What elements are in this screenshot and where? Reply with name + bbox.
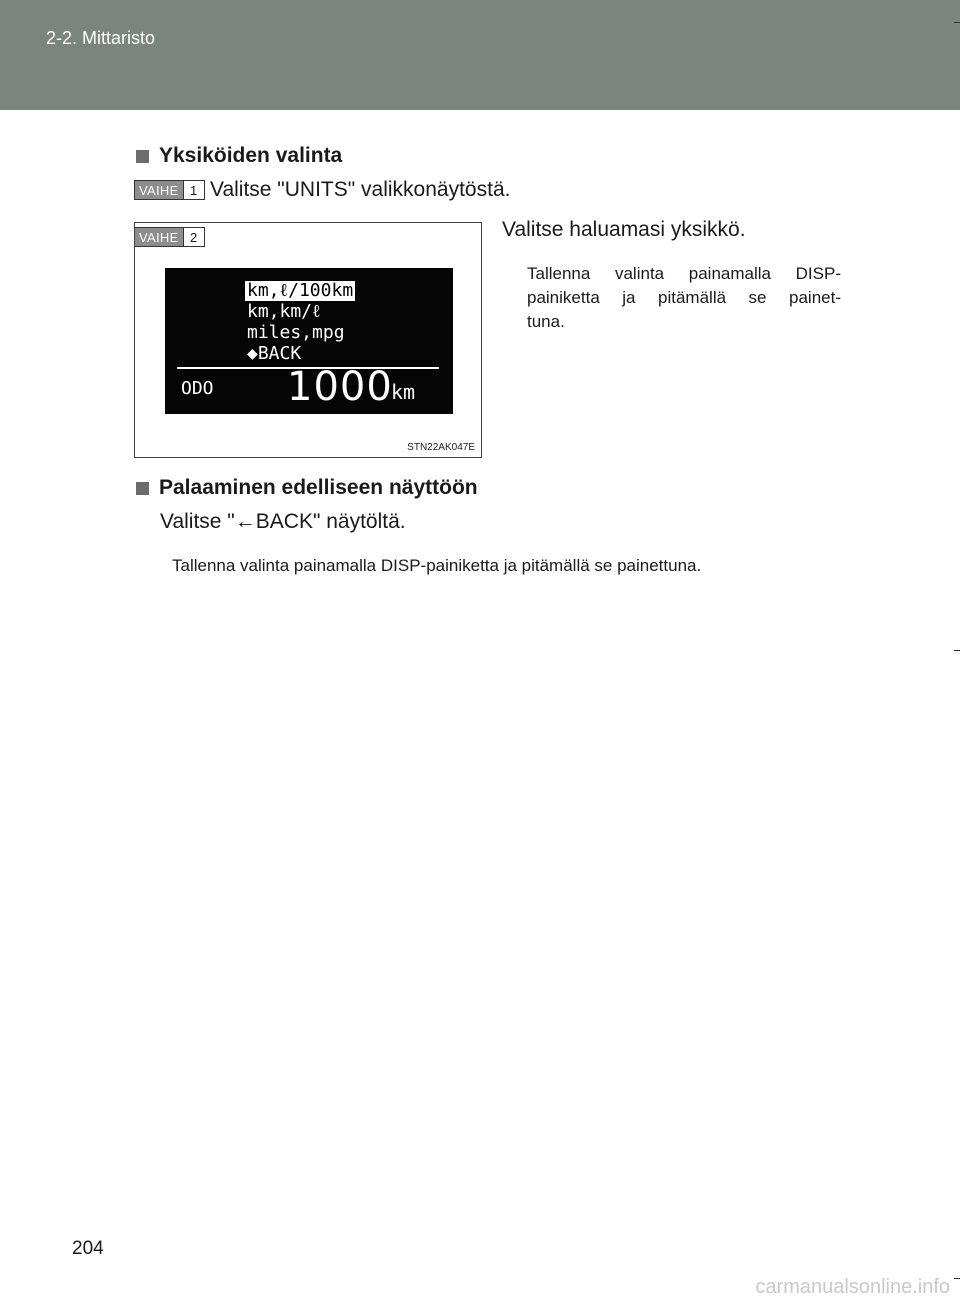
odo-value: 1000 xyxy=(287,364,393,410)
back-note: Tallenna valinta painamalla DISP-painiketta ja pitämällä se painettuna. xyxy=(172,556,702,575)
menu-item-miles-mpg: miles,mpg xyxy=(247,322,345,343)
heading-units xyxy=(136,144,342,168)
step1-text: Valitse "UNITS" valikkonäytöstä. xyxy=(210,178,511,201)
step2-text: Valitse haluamasi yksikkö. xyxy=(502,218,746,241)
page-header xyxy=(0,0,960,110)
step-badge-label: VAIHE xyxy=(135,181,183,199)
menu-item-km-kml: km,km/ℓ xyxy=(247,301,321,322)
step2-note-line: Tallenna valinta painamalla DISP- xyxy=(527,264,841,283)
step-badge-number: 1 xyxy=(183,181,204,199)
step2-note-line: painiketta ja pitämällä se painet- xyxy=(527,288,841,307)
figure-code: STN22AK047E xyxy=(407,442,475,453)
watermark: carmanualsonline.info xyxy=(755,1276,950,1298)
back-text: Valitse "←BACK" näytöltä. xyxy=(160,510,406,533)
square-bullet-icon xyxy=(136,482,149,495)
step-badge-1 xyxy=(134,180,205,200)
section-title: 2-2. Mittaristo xyxy=(46,28,156,48)
crop-mark xyxy=(954,1278,960,1279)
heading-back-text: Palaaminen edelliseen näyttöön xyxy=(159,476,478,499)
odo-unit: km xyxy=(391,380,416,404)
step-badge-label: VAIHE xyxy=(135,228,183,246)
crop-mark xyxy=(954,650,960,651)
menu-item-km-l100km: km,ℓ/100km xyxy=(247,280,354,301)
menu-item-back: ◆BACK xyxy=(247,343,302,364)
heading-back xyxy=(136,476,478,500)
page-number: 204 xyxy=(72,1238,104,1259)
lcd-screen xyxy=(165,268,453,414)
step2-note-line: tuna. xyxy=(527,312,565,331)
step-badge-2 xyxy=(135,227,205,247)
square-bullet-icon xyxy=(136,150,149,163)
display-figure xyxy=(134,222,482,458)
step2-note xyxy=(527,262,841,334)
crop-mark xyxy=(954,22,960,23)
step-badge-number: 2 xyxy=(183,228,204,246)
heading-units-text: Yksiköiden valinta xyxy=(159,144,343,167)
odo-label: ODO xyxy=(181,378,214,399)
